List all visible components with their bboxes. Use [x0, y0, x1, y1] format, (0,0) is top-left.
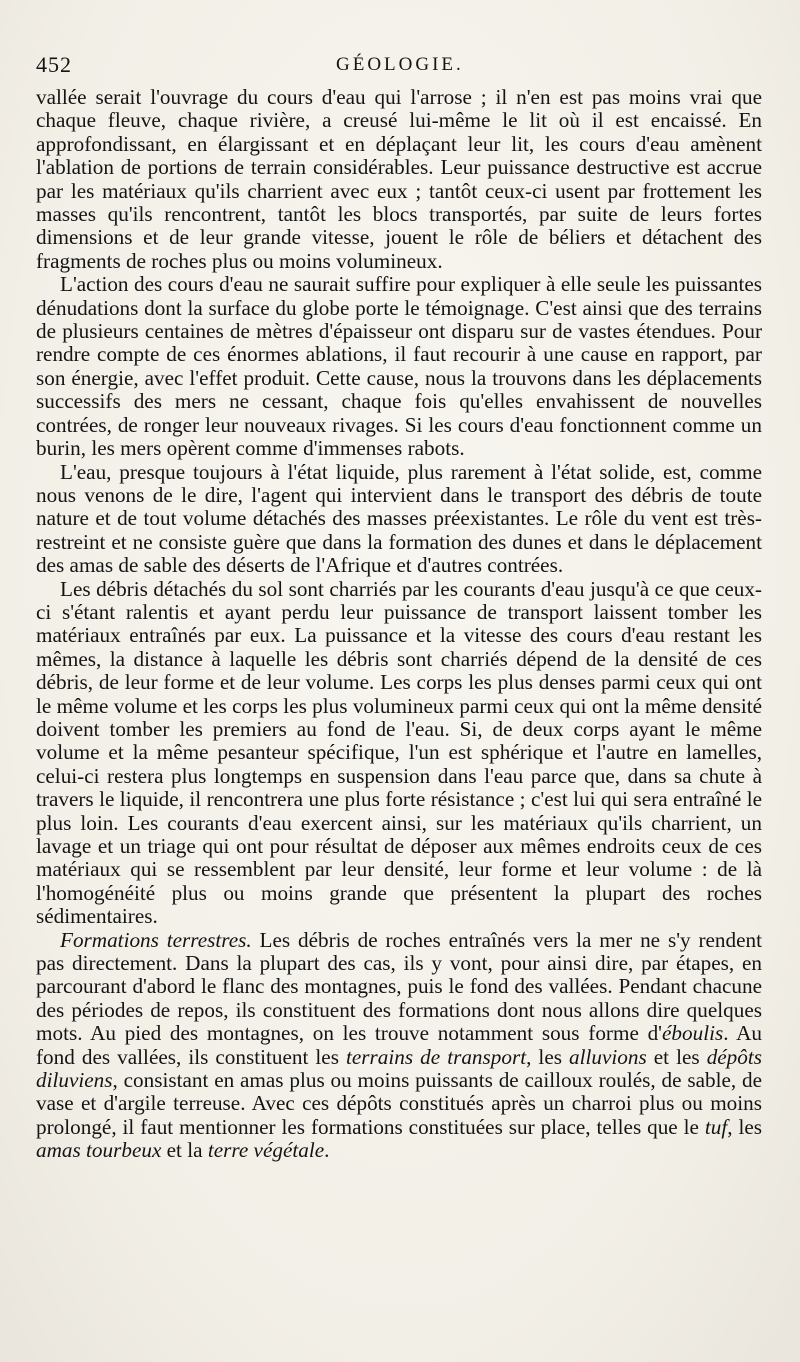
- page-number: 452: [36, 52, 72, 77]
- paragraph-text: .: [324, 1138, 330, 1163]
- term-depots-diluviens: dépôts diluviens: [36, 1044, 763, 1093]
- term-terrains-de-transport: terrains de transport: [346, 1044, 527, 1069]
- body-text: [36, 86, 762, 1163]
- paragraph-text: L'action des cours d'eau ne saurait suffire pour expliquer à elle seule les puissantes dénudations dont la surface du globe porte le témoignage. C'est ainsi que des terrains de plusieurs centaines de mètres d'épaisseur ont disparu sur de vastes étendues. Pour rendre compte de ces énormes ablations, il faut recourir à une cause en rapport, par son énergie, avec l'effet produit. Cette cause, nous la trouvons dans les déplacements successifs des mers ne cessant, chaque fois qu'elles envahissent de nouvelles contrées, de ronger leur nouveaux rivages. Si les cours d'eau fonctionnent comme un burin, les mers opèrent comme d'immenses rabots.: [36, 272, 762, 461]
- term-eboulis: éboulis: [662, 1021, 724, 1046]
- page-header: [36, 52, 756, 86]
- term-amas-tourbeux: amas tourbeux: [36, 1138, 162, 1163]
- running-title: GÉOLOGIE.: [336, 54, 464, 75]
- section-heading-formations-terrestres: Formations terrestres.: [60, 927, 252, 952]
- paragraph-text: , les: [727, 1114, 762, 1139]
- paragraph-3: [36, 461, 762, 578]
- paragraph-text: et la: [161, 1138, 208, 1163]
- paragraph-text: , consistant en amas plus ou moins puissants de cailloux roulés, de sable, de vase et d'argile terreuse. Avec ces dépôts constitués après un charroi plus ou moins prolongé, il faut mentionner les formations constituées sur place, telles que le: [36, 1068, 762, 1139]
- paragraph-5: [36, 929, 762, 1163]
- paragraph-text: Les débris de roches entraînés vers la mer ne s'y rendent pas directement. Dans la plupart des cas, ils y vont, pour ainsi dire, par étapes, en parcourant d'abord le flanc des montagnes, puis le fond des vallées. Pendant chacune des périodes de repos, ils constituent des formations dont nous allons dire quelques mots. Au pied des montagnes, on les trouve notamment sous forme d': [36, 927, 762, 1046]
- term-terre-vegetale: terre végétale: [207, 1138, 325, 1163]
- paragraph-text: L'eau, presque toujours à l'état liquide, plus rarement à l'état solide, est, comme nous venons de le dire, l'agent qui intervient dans le transport des débris de toute nature et de tout volume détachés des masses préexistantes. Le rôle du vent est très-restreint et ne consiste guère que dans la formation des dunes et dans le déplacement des amas de sable des déserts de l'Afrique et d'autres contrées.: [36, 459, 762, 578]
- paragraph-text: vallée serait l'ouvrage du cours d'eau qui l'arrose ; il n'en est pas moins vrai que chaque fleuve, chaque rivière, a creusé lui-même le lit où il est encaissé. En approfondissant, en élargissant et en déplaçant leur lit, les cours d'eau amènent l'ablation de portions de terrain considérables. Leur puissance destructive est accrue par les matériaux qu'ils charrient avec eux ; tantôt ceux-ci usent par frottement les masses qu'ils rencontrent, tantôt les blocs transportés, par suite de leurs fortes dimensions et de leur grande vitesse, jouent le rôle de béliers et détachent des fragments de roches plus ou moins volumineux.: [36, 85, 762, 273]
- paragraph-text: et les: [646, 1044, 707, 1069]
- term-tuf: tuf: [704, 1114, 728, 1139]
- paragraph-2: [36, 273, 762, 460]
- paragraph-4: [36, 578, 762, 929]
- term-alluvions: alluvions: [569, 1044, 647, 1069]
- paragraph-text: , les: [526, 1044, 570, 1069]
- paragraph-text: Les débris détachés du sol sont charriés par les courants d'eau jusqu'à ce que ceux-ci s'étant ralentis et ayant perdu leur puissance de transport laissent tomber les matériaux entraînés par eux. La puissance et la vitesse des cours d'eau restant les mêmes, la distance à laquelle les débris sont charriés dépend de la densité de ces débris, de leur forme et de leur volume. Les corps les plus denses parmi ceux qui ont le même volume et les corps les plus volumineux parmi ceux qui ont la même densité doivent tomber les premiers au fond de l'eau. Si, de deux corps ayant le même volume et la même pesanteur spécifique, l'un est sphérique et l'autre en lamelles, celui-ci restera plus longtemps en suspension dans l'eau parce que, dans sa chute à travers le liquide, il rencontrera une plus forte résistance ; c'est lui qui sera entraîné le plus loin. Les courants d'eau exercent ainsi, sur les matériaux qu'ils charrient, un lavage et un triage qui ont pour résultat de déposer aux mêmes endroits ceux de ces matériaux qui se ressemblent par leur densité, leur forme et leur volume : de là l'homogénéité plus ou moins grande que présentent la plupart des roches sédimentaires.: [36, 576, 762, 929]
- paragraph-1: [36, 86, 762, 273]
- paragraph-text: . Au fond des vallées, ils constituent les: [36, 1021, 762, 1069]
